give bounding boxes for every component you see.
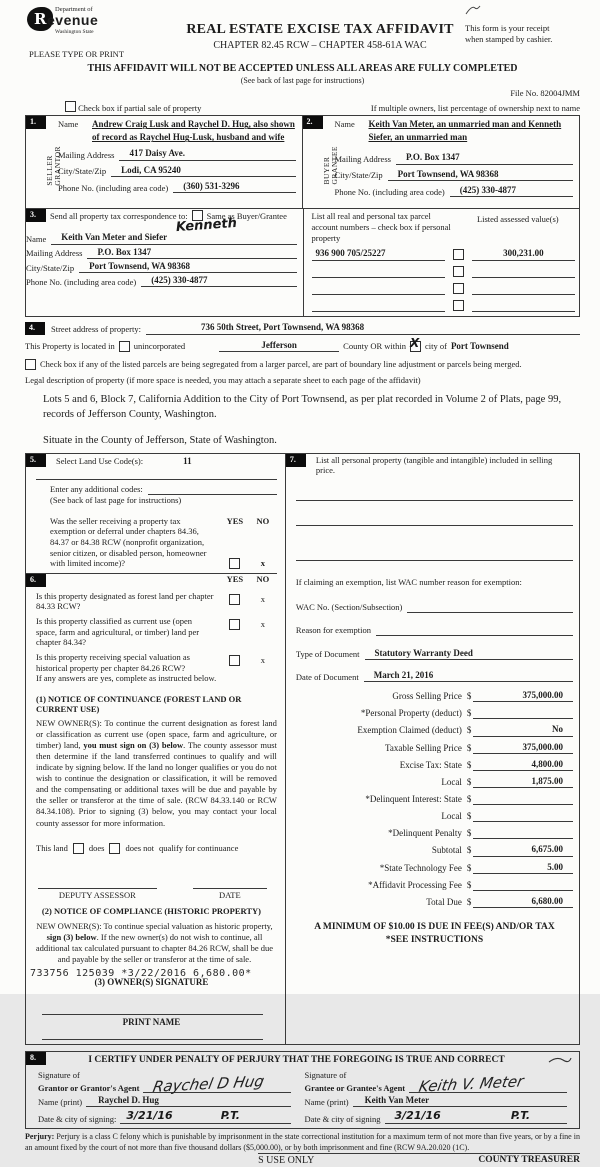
- grantee-print-name-field[interactable]: Keith Van Meter: [353, 1095, 567, 1107]
- taxable-selling-price-field[interactable]: 375,000.00: [473, 742, 573, 754]
- partial-sale-label: Check box if partial sale of property: [78, 102, 202, 113]
- exemption-no-mark[interactable]: x: [260, 558, 266, 569]
- no-header: NO: [256, 515, 270, 526]
- parcel-number-field[interactable]: [312, 267, 445, 278]
- seller-name-field[interactable]: Andrew Craig Lusk and Raychel D. Hug, also shown of record as Raychel Hug-Lusk, husband and wife: [92, 119, 295, 143]
- seller-csz-label: City/State/Zip: [58, 166, 107, 177]
- does-label: does: [88, 842, 105, 853]
- pen-flourish-icon: [547, 1054, 573, 1068]
- if-yes-note: If any answers are yes, complete as instructed below.: [36, 673, 217, 684]
- form-header: [25, 5, 580, 60]
- qualify-line: [36, 843, 277, 854]
- parcel-row: [312, 300, 576, 312]
- delinquent-penalty-field[interactable]: [473, 827, 573, 839]
- buyer-phone-field[interactable]: (425) 330-4877: [450, 185, 573, 197]
- exemption-reason-field[interactable]: [376, 625, 573, 636]
- section-7-personal-property: [286, 454, 573, 476]
- grantor-city-handwritten: P.T.: [220, 1109, 240, 1123]
- document-type-label: Type of Document: [295, 649, 360, 660]
- forest-land-question-text: Is this property designated as forest land per chapter 84.33 RCW?: [36, 590, 214, 612]
- compliance-title: (2) NOTICE OF COMPLIANCE (HISTORIC PROPERTY): [41, 906, 261, 917]
- perjury-statement: Perjury: Perjury is a class C felony which is punishable by imprisonment in the state correctional institution for a maximum term of not more than five years, or by a fine in an amount fixed by the court of not more than five thousand dollars ($5,000.00), or by both imprisonment and fine (RCW 9A.20.020 (1C).: [25, 1132, 580, 1152]
- no-header: NO: [256, 573, 270, 584]
- current-use-question: [26, 616, 277, 648]
- grantor-signature-line[interactable]: [143, 1072, 290, 1097]
- file-number: File No. 82004JMM: [510, 88, 580, 99]
- buyer-mailing-label: Mailing Address: [334, 154, 391, 165]
- logo-state-text: Washington State: [55, 29, 94, 35]
- total-due-field[interactable]: 6,680.00: [473, 896, 573, 908]
- corr-mailing-label: Mailing Address: [26, 248, 83, 259]
- unincorporated-checkbox[interactable]: [119, 341, 130, 352]
- grantee-date-handwritten: 3/21/16: [394, 1109, 441, 1123]
- seller-name-label: Name: [58, 119, 79, 130]
- wac-number-label: WAC No. (Section/Subsection): [295, 602, 403, 613]
- gross-selling-price-row: Gross Selling Price $ 375,000.00: [296, 690, 573, 702]
- state-technology-fee-field[interactable]: 5.00: [473, 862, 573, 874]
- partial-sale-option: [65, 101, 201, 114]
- land-use-code-field[interactable]: 11: [183, 455, 192, 466]
- grantee-sig-label1: Signature of: [304, 1069, 347, 1080]
- parcel-row: [312, 266, 576, 278]
- grantee-side-label: GRANTEE: [329, 146, 339, 185]
- delinquent-interest-state-row: *Delinquent Interest: State $: [296, 793, 573, 805]
- compliance-text: NEW OWNER(S): To continue special valuation as historic property, sign (3) below. If the new owner(s) do not wish to continue, all additional tax calculated pursuant to chapter 84.26 RCW, shall be due and payable by the seller or transferor at the time of sale.: [35, 920, 274, 964]
- see-back-note: (See back of last page for instructions): [240, 76, 365, 86]
- multiple-owners-note: If multiple owners, list percentage of ownership next to name: [370, 102, 580, 113]
- seller-mailing-field[interactable]: 417 Daisy Ave.: [119, 148, 295, 160]
- section-7-tag: 7.: [286, 454, 306, 467]
- historic-question: [26, 652, 277, 673]
- does-checkbox[interactable]: [73, 843, 84, 854]
- personal-property-line[interactable]: [296, 560, 573, 561]
- grantor-print-name-label: Name (print): [38, 1096, 83, 1107]
- exemption-question: [50, 516, 277, 569]
- seller-csz-field[interactable]: Lodi, CA 95240: [111, 165, 295, 177]
- treasurer-use-only: [25, 1153, 580, 1167]
- parcel-number-field[interactable]: 936 900 705/25227: [312, 248, 445, 260]
- buyer-name-field[interactable]: Keith Van Meter, an unmarried man and Kenneth Siefer, an unmarried man: [368, 119, 562, 143]
- does-not-checkbox[interactable]: [109, 843, 120, 854]
- logo-brand-text: evenue: [47, 12, 99, 28]
- buyer-grantee-side-label: [323, 146, 340, 185]
- exemption-yes-checkbox[interactable]: [229, 558, 240, 569]
- please-type-note: PLEASE TYPE OR PRINT: [29, 49, 125, 59]
- personal-property-deduct-row: *Personal Property (deduct) $: [296, 707, 573, 719]
- owners-signature-line[interactable]: [42, 1014, 263, 1015]
- additional-codes-label: Enter any additional codes:: [50, 484, 143, 495]
- personal-property-checkbox[interactable]: [453, 300, 464, 311]
- continuance-text: NEW OWNER(S): To continue the current designation as forest land or classification as current use (open space, farm and agriculture, or timber) land, you must sign on (3) below. The county assessor must then determine if the land transferred continues to qualify and will indicate by signing below. If the land no longer qualifies or you do not wish to continue the designation or classification, it will be removed and the compensating or additional taxes will be due and payable by the seller or transferor at the time of sale. (RCW 84.33.140 or RCW 84.34.108). Prior to signing (3) below, you may contact your local county assessor for more information.: [36, 718, 277, 828]
- subtotal-field[interactable]: 6,675.00: [473, 844, 573, 856]
- logo-dept-text: Department of: [55, 6, 93, 13]
- corr-phone-field[interactable]: (425) 330-4877: [141, 275, 296, 287]
- segregated-label: Check box if any of the listed parcels are being segregated from a larger parcel, are part of boundary line adjustment or parcels being merged.: [40, 359, 522, 370]
- document-date-field[interactable]: March 21, 2016: [364, 670, 573, 682]
- parcel-row: [312, 283, 576, 295]
- buyer-csz-field[interactable]: Port Townsend, WA 98368: [388, 169, 573, 181]
- left-column: [26, 454, 286, 1044]
- buyer-side-label: BUYER: [321, 156, 331, 185]
- form-title: REAL ESTATE EXCISE TAX AFFIDAVIT: [186, 22, 454, 37]
- receipt-note-line2: when stamped by cashier.: [465, 34, 553, 45]
- warning-line: THIS AFFIDAVIT WILL NOT BE ACCEPTED UNLESS ALL AREAS ARE FULLY COMPLETED: [87, 62, 518, 74]
- city-of-label: city of: [424, 341, 447, 352]
- taxable-selling-price-row: Taxable Selling Price $ 375,000.00: [296, 742, 573, 754]
- print-name-label: PRINT NAME: [122, 1017, 181, 1028]
- see-instructions-note: *SEE INSTRUCTIONS: [385, 935, 484, 946]
- seller-phone-label: Phone No. (including area code): [58, 182, 169, 193]
- grantor-signature-block: [38, 1070, 305, 1125]
- parcel-row: [312, 248, 576, 260]
- buyer-phone-label: Phone No. (including area code): [334, 186, 445, 197]
- receipt-note-line1: This form is your receipt: [465, 23, 550, 33]
- grantor-print-name-field[interactable]: Raychel D. Hug: [86, 1095, 290, 1107]
- exemption-reason-label: Reason for exemption: [295, 625, 371, 636]
- buyer-csz-label: City/State/Zip: [334, 170, 383, 181]
- grantee-city-handwritten: P.T.: [510, 1109, 531, 1123]
- section-6-tag: 6.: [26, 574, 46, 587]
- section-2-buyer: [303, 116, 580, 208]
- section-3-tag: 3.: [26, 209, 46, 222]
- grantor-side-label: GRANTOR: [53, 146, 63, 186]
- logo-initial: R: [34, 10, 47, 28]
- unincorporated-label: unincorporated: [133, 341, 186, 352]
- street-address-field[interactable]: 736 50th Street, Port Townsend, WA 98368: [146, 322, 580, 334]
- certify-statement: I CERTIFY UNDER PENALTY OF PERJURY THAT THE FOREGOING IS TRUE AND CORRECT: [88, 1054, 505, 1065]
- continuance-title: (1) NOTICE OF CONTINUANCE (FOREST LAND OR CURRENT USE): [36, 693, 242, 715]
- section-5-land-use: [26, 454, 277, 569]
- corr-name-field[interactable]: Keith Van Meter and Siefer: [51, 232, 296, 244]
- legal-description-text: Lots 5 and 6, Block 7, California Addition to the City of Port Townsend, as per plat recorded in Volume 2 of Plats, page 99, records of Jefferson County, Washington.: [43, 394, 562, 420]
- county-or-within-label: County OR within: [343, 341, 406, 352]
- seller-phone-field[interactable]: (360) 531-3296: [173, 181, 295, 193]
- forest-no-mark[interactable]: x: [260, 593, 266, 604]
- gross-selling-price-field[interactable]: 375,000.00: [473, 690, 573, 702]
- grantor-date-field[interactable]: [120, 1109, 290, 1124]
- personal-property-line[interactable]: [296, 500, 573, 501]
- grantee-sig-label2: Grantee or Grantee's Agent: [304, 1082, 406, 1093]
- delinquent-interest-local-field[interactable]: [473, 810, 573, 822]
- seller-side-label: SELLER: [45, 155, 54, 186]
- print-name-line[interactable]: [42, 1039, 263, 1040]
- parcel-numbers-header: List all real and personal tax parcel account numbers – check box if personal property: [311, 211, 451, 243]
- grantee-date-field[interactable]: [385, 1109, 567, 1124]
- cashier-stamp: 733756 125039 *3/22/2016 6,680.00*: [30, 967, 252, 979]
- historic-yes-checkbox[interactable]: [229, 655, 240, 666]
- form-chapter: CHAPTER 82.45 RCW – CHAPTER 458-61A WAC: [213, 39, 427, 51]
- subtotal-row: Subtotal $ 6,675.00: [296, 844, 573, 856]
- document-date-label: Date of Document: [295, 671, 359, 682]
- historic-no-mark[interactable]: x: [260, 654, 266, 665]
- does-not-label: does not: [125, 842, 155, 853]
- section-4-property: [25, 322, 580, 447]
- send-correspondence-label: Send all property tax correspondence to:: [50, 210, 188, 221]
- personal-property-line[interactable]: [296, 525, 573, 526]
- affidavit-processing-fee-row: *Affidavit Processing Fee $: [296, 879, 573, 891]
- current-use-no-mark[interactable]: x: [260, 619, 266, 630]
- same-as-buyer-label: Same as Buyer/Grantee: [206, 210, 287, 221]
- grantee-signature-block: [305, 1070, 572, 1125]
- grantee-date-label: Date & city of signing: [304, 1113, 381, 1124]
- located-in-label: This Property is located in: [25, 341, 115, 352]
- section-1-tag: 1.: [26, 116, 46, 129]
- affidavit-processing-fee-field[interactable]: [473, 879, 573, 891]
- yes-header: YES: [226, 573, 244, 584]
- section-1-seller: [26, 116, 303, 208]
- grantor-date-label: Date & city of signing:: [38, 1113, 117, 1124]
- partial-sale-checkbox[interactable]: [65, 101, 76, 112]
- county-treasurer-label: COUNTY TREASURER: [478, 1154, 580, 1165]
- delinquent-interest-local-row: Local $: [296, 810, 573, 822]
- grantee-signature: Keith V. Meter: [417, 1072, 526, 1097]
- corr-name-label: Name: [26, 234, 47, 244]
- seller-grantor-side-label: [46, 146, 63, 186]
- corr-csz-label: City/State/Zip: [26, 262, 75, 273]
- excise-tax-state-row: Excise Tax: State $ 4,800.00: [296, 759, 573, 771]
- section-3-correspondence: [26, 208, 579, 315]
- assessed-value-field[interactable]: [472, 284, 575, 295]
- grantor-signature: Raychel D Hug: [151, 1072, 267, 1097]
- delinquent-interest-state-field[interactable]: [473, 793, 573, 805]
- current-use-yes-checkbox[interactable]: [229, 619, 240, 630]
- receipt-note: [465, 5, 580, 46]
- assessed-value-field[interactable]: [472, 267, 575, 278]
- seller-mailing-label: Mailing Address: [58, 150, 115, 161]
- grantee-print-name-label: Name (print): [304, 1096, 349, 1107]
- exemption-claim-label: If claiming an exemption, list WAC number reason for exemption:: [295, 577, 522, 588]
- excise-tax-local-field[interactable]: 1,875.00: [473, 776, 573, 788]
- section-4-tag: 4.: [25, 322, 45, 335]
- wac-number-field[interactable]: [407, 602, 573, 613]
- assessor-date-line[interactable]: DATE: [193, 888, 267, 901]
- corr-csz-field[interactable]: Port Townsend, WA 98368: [79, 261, 296, 273]
- personal-property-checkbox[interactable]: [453, 266, 464, 277]
- personal-property-checkbox[interactable]: [453, 249, 464, 260]
- corr-mailing-field[interactable]: P.O. Box 1347: [87, 247, 296, 259]
- grantor-date-handwritten: 3/21/16: [126, 1109, 173, 1123]
- total-due-row: Total Due $ 6,680.00: [296, 896, 573, 908]
- grantor-sig-label2: Grantor or Grantor's Agent: [38, 1082, 140, 1093]
- buyer-name-label: Name: [334, 119, 355, 130]
- deputy-assessor-line[interactable]: DEPUTY ASSESSOR: [38, 888, 157, 901]
- legal-description-label: Legal description of property (if more space is needed, you may attach a separate sheet to each page of the affidavit): [25, 374, 421, 385]
- segregated-checkbox[interactable]: [25, 359, 36, 370]
- parties-box: [25, 115, 580, 316]
- use-only-label: S USE ONLY: [258, 1154, 315, 1166]
- exemption-claimed-row: Exemption Claimed (deduct) $ No: [296, 724, 573, 736]
- section5-see-back: (See back of last page for instructions): [50, 495, 182, 506]
- city-checkbox-mark: X: [409, 335, 420, 350]
- exemption-claimed-field[interactable]: No: [473, 724, 573, 736]
- state-technology-fee-row: *State Technology Fee $ 5.00: [296, 862, 573, 874]
- excise-tax-local-row: Local $ 1,875.00: [296, 776, 573, 788]
- personal-property-label: List all personal property (tangible and intangible) included in selling price.: [315, 454, 553, 476]
- parcel-number-field[interactable]: [312, 301, 445, 312]
- delinquent-penalty-row: *Delinquent Penalty $: [296, 827, 573, 839]
- right-column: [286, 454, 579, 1044]
- city-value: Port Townsend: [450, 340, 509, 351]
- buyer-mailing-field[interactable]: P.O. Box 1347: [396, 152, 573, 164]
- excise-tax-state-field[interactable]: 4,800.00: [473, 759, 573, 771]
- assessed-value-field[interactable]: [472, 301, 575, 312]
- document-type-field[interactable]: Statutory Warranty Deed: [365, 648, 573, 660]
- handwritten-kenneth: Kenneth: [175, 216, 238, 236]
- grantor-sig-label1: Signature of: [38, 1069, 80, 1080]
- city-checkbox[interactable]: [409, 335, 421, 352]
- assessed-value-field[interactable]: 300,231.00: [472, 248, 575, 260]
- current-use-question-text: Is this property classified as current use (open space, farm and agricultural, or timber) land per chapter 84.34?: [36, 616, 200, 648]
- pen-mark-icon: [464, 4, 482, 16]
- historic-question-text: Is this property receiving special valuation as historical property per chapter 84.26 RCW?: [36, 651, 190, 673]
- personal-property-deduct-field[interactable]: [473, 707, 573, 719]
- this-land-label: This land: [36, 842, 68, 853]
- street-address-label: Street address of property:: [51, 323, 141, 334]
- section-8-tag: 8.: [26, 1052, 46, 1065]
- corr-phone-label: Phone No. (including area code): [26, 276, 137, 287]
- parcel-number-field[interactable]: [312, 284, 445, 295]
- qualify-label: qualify for continuance: [159, 842, 239, 853]
- forest-land-question: [26, 591, 277, 612]
- forest-yes-checkbox[interactable]: [229, 594, 240, 605]
- county-field[interactable]: Jefferson: [219, 340, 339, 352]
- minimum-fee-note: A MINIMUM OF $10.00 IS DUE IN FEE(S) AND/OR TAX: [314, 922, 555, 933]
- personal-property-checkbox[interactable]: [453, 283, 464, 294]
- owners-signature-title: (3) OWNER(S) SIGNATURE: [94, 977, 209, 987]
- fee-table: [296, 690, 573, 908]
- yes-header: YES: [226, 515, 244, 526]
- section-8-certification: [25, 1051, 580, 1130]
- land-use-label: Select Land Use Code(s):: [56, 455, 144, 466]
- exemption-question-text: Was the seller receiving a property tax exemption or deferral under chapters 84.36, 84.37 or 84.38 RCW (nonprofit organization, senior citizen, or disabled person, homeowner with limited income)?: [50, 515, 207, 569]
- situate-text: Situate in the County of Jefferson, State of Washington.: [43, 434, 277, 446]
- section-5-tag: 5.: [26, 454, 46, 467]
- additional-codes-field[interactable]: [148, 484, 277, 495]
- assessed-values-header: Listed assessed value(s): [476, 214, 559, 225]
- grantee-signature-line[interactable]: [409, 1072, 567, 1097]
- section-2-tag: 2.: [303, 116, 323, 129]
- dor-logo: [25, 5, 175, 39]
